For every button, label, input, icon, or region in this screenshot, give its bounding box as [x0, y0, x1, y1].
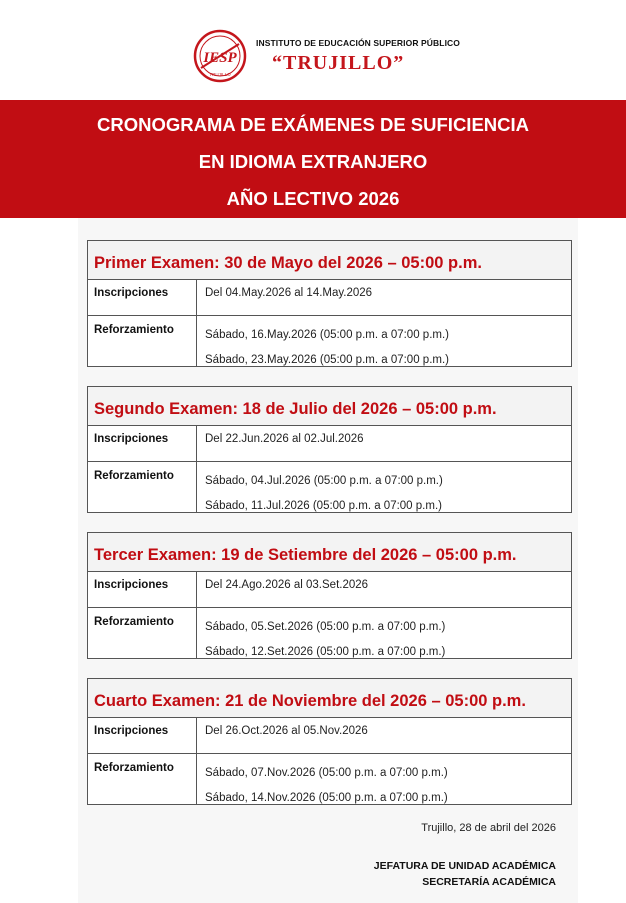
reforzamiento-label: Reforzamiento — [88, 462, 197, 512]
inscripciones-label: Inscripciones — [88, 280, 197, 315]
inscripciones-label: Inscripciones — [88, 572, 197, 607]
inscripciones-label: Inscripciones — [88, 718, 197, 753]
reforzamiento-row — [88, 754, 571, 804]
title-banner — [0, 100, 626, 218]
reforzamiento-value — [197, 754, 448, 804]
banner-title-line3: AÑO LECTIVO 2026 — [226, 188, 400, 209]
institution-city: “TRUJILLO” — [272, 52, 405, 74]
inscripciones-value: Del 04.May.2026 al 14.May.2026 — [205, 287, 373, 299]
reforzamiento-date-1: Sábado, 16.May.2026 (05:00 p.m. a 07:00 p.m.) — [205, 329, 449, 341]
institution-name: INSTITUTO DE EDUCACIÓN SUPERIOR PÚBLICO — [256, 38, 460, 48]
reforzamiento-date-1: Sábado, 05.Set.2026 (05:00 p.m. a 07:00 p.m.) — [205, 621, 446, 633]
reforzamiento-label: Reforzamiento — [88, 608, 197, 658]
signature-line-2: SECRETARÍA ACADÉMICA — [422, 876, 556, 888]
reforzamiento-value — [197, 316, 449, 366]
exam-table-4 — [87, 678, 572, 805]
inscripciones-row — [88, 572, 571, 608]
banner-title-line1: CRONOGRAMA DE EXÁMENES DE SUFICIENCIA — [96, 114, 530, 135]
reforzamiento-row — [88, 608, 571, 658]
document-date: Trujillo, 28 de abril del 2026 — [421, 822, 556, 834]
reforzamiento-row — [88, 462, 571, 512]
reforzamiento-date-2: Sábado, 11.Jul.2026 (05:00 p.m. a 07:00 p.m.) — [205, 500, 442, 512]
banner-title-line2: EN IDIOMA EXTRANJERO — [198, 151, 428, 172]
exam-title: Cuarto Examen: 21 de Noviembre del 2026 – 05:00 p.m. — [88, 679, 571, 718]
reforzamiento-row — [88, 316, 571, 366]
reforzamiento-label: Reforzamiento — [88, 316, 197, 366]
exam-title: Tercer Examen: 19 de Setiembre del 2026 – 05:00 p.m. — [88, 533, 571, 572]
reforzamiento-date-1: Sábado, 07.Nov.2026 (05:00 p.m. a 07:00 p.m.) — [205, 767, 448, 779]
signature-block — [374, 858, 556, 890]
reforzamiento-value — [197, 608, 445, 658]
institution-header — [192, 24, 460, 88]
inscripciones-value: Del 22.Jun.2026 al 02.Jul.2026 — [205, 433, 364, 445]
exam-title: Primer Examen: 30 de Mayo del 2026 – 05:00 p.m. — [88, 241, 571, 280]
exam-table-1 — [87, 240, 572, 367]
inscripciones-value: Del 26.Oct.2026 al 05.Nov.2026 — [205, 725, 368, 737]
signature-line-1: JEFATURA DE UNIDAD ACADÉMICA — [373, 860, 556, 872]
inscripciones-value: Del 24.Ago.2026 al 03.Set.2026 — [205, 579, 369, 591]
reforzamiento-date-2: Sábado, 14.Nov.2026 (05:00 p.m. a 07:00 p.m.) — [205, 792, 448, 804]
inscripciones-row — [88, 718, 571, 754]
reforzamiento-value — [197, 462, 443, 512]
logo-small-text: TRUJILLO — [209, 72, 231, 77]
reforzamiento-date-2: Sábado, 12.Set.2026 (05:00 p.m. a 07:00 p.m.) — [205, 646, 446, 658]
inscripciones-row — [88, 280, 571, 316]
exam-table-3 — [87, 532, 572, 659]
exam-title: Segundo Examen: 18 de Julio del 2026 – 05:00 p.m. — [88, 387, 571, 426]
inscripciones-label: Inscripciones — [88, 426, 197, 461]
institution-logo-icon — [192, 28, 248, 84]
reforzamiento-label: Reforzamiento — [88, 754, 197, 804]
reforzamiento-date-1: Sábado, 04.Jul.2026 (05:00 p.m. a 07:00 p.m.) — [205, 475, 443, 487]
inscripciones-row — [88, 426, 571, 462]
reforzamiento-date-2: Sábado, 23.May.2026 (05:00 p.m. a 07:00 p.m.) — [205, 354, 449, 366]
logo-initials: IESP — [203, 50, 237, 66]
exam-table-2 — [87, 386, 572, 513]
